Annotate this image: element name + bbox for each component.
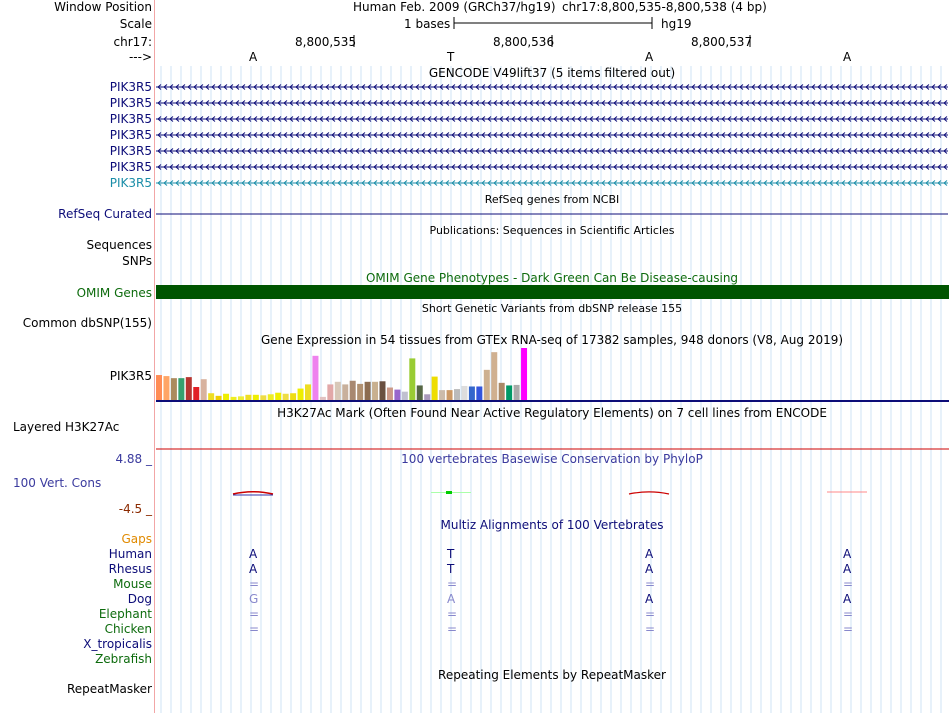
publications-track-title[interactable]: Publications: Sequences in Scientific Articles — [429, 224, 675, 237]
gtex-bar — [476, 386, 482, 400]
gtex-bar — [208, 393, 214, 400]
alignment-base: = — [447, 622, 458, 636]
repeatmasker-label[interactable]: RepeatMasker — [66, 682, 152, 696]
alignment-base: G — [249, 592, 259, 606]
species-label[interactable]: Rhesus — [108, 562, 152, 576]
gtex-bar — [365, 382, 371, 400]
gtex-bar — [275, 393, 281, 400]
alignment-base: T — [447, 562, 455, 576]
gtex-bar — [469, 386, 475, 400]
gene-label[interactable]: PIK3R5 — [109, 80, 152, 94]
gtex-bar — [327, 384, 333, 400]
gtex-bar — [253, 395, 259, 400]
gtex-bar — [178, 378, 184, 400]
alignment-base: A — [843, 547, 852, 561]
gtex-bar — [312, 356, 318, 400]
alignment-base: = — [843, 622, 854, 636]
gtex-bar — [216, 396, 222, 400]
species-label[interactable]: Elephant — [98, 607, 152, 621]
gtex-bar — [350, 381, 356, 400]
position-text: chr17:8,800,535-8,800,538 (4 bp) — [562, 0, 767, 14]
alignment-base: = — [645, 622, 656, 636]
alignment-base: A — [249, 547, 258, 561]
gtex-bar — [439, 390, 445, 400]
scale-text: 1 bases — [404, 17, 451, 31]
gtex-bar — [454, 389, 460, 400]
conservation-mark — [629, 492, 669, 494]
dbsnp-track-title[interactable]: Short Genetic Variants from dbSNP release 155 — [421, 302, 683, 315]
gtex-bar — [491, 352, 497, 400]
multiz-track-title[interactable]: Multiz Alignments of 100 Vertebrates — [440, 518, 664, 532]
conservation-mark — [446, 491, 452, 494]
gene-label[interactable]: PIK3R5 — [109, 160, 152, 174]
strand-label: ---> — [128, 50, 152, 64]
gtex-bar — [484, 370, 490, 400]
gtex-bar — [402, 392, 408, 400]
gtex-bar — [238, 396, 244, 400]
gtex-bar — [260, 395, 266, 400]
base-2: T — [447, 50, 455, 64]
gtex-bar — [357, 384, 363, 400]
gene-label[interactable]: PIK3R5 — [109, 144, 152, 158]
gtex-bar — [499, 383, 505, 400]
publications-sequences-label[interactable]: Sequences — [86, 238, 152, 252]
base-4: A — [843, 50, 852, 64]
gtex-bar — [461, 386, 467, 400]
coord-2: 8,800,536 — [493, 35, 555, 49]
alignment-base: = — [249, 577, 260, 591]
gtex-bar — [290, 393, 296, 400]
gene-label[interactable]: PIK3R5 — [109, 176, 152, 190]
dbsnp-label[interactable]: Common dbSNP(155) — [22, 316, 152, 330]
gtex-bar — [387, 388, 393, 400]
gtex-bar — [298, 389, 304, 400]
gtex-bar — [342, 384, 348, 400]
gaps-label: Gaps — [121, 532, 152, 546]
gtex-bar — [432, 377, 438, 400]
alignment-base: A — [645, 592, 654, 606]
alignment-base: A — [645, 547, 654, 561]
gtex-bar — [305, 384, 311, 400]
scale-label: Scale — [119, 17, 152, 31]
gtex-bar — [171, 378, 177, 400]
alignment-base: = — [447, 607, 458, 621]
gtex-bar — [335, 382, 341, 400]
gtex-bar — [268, 394, 274, 400]
gencode-track-title[interactable]: GENCODE V49lift37 (5 items filtered out) — [428, 66, 676, 80]
conservation-min-label: -4.5 _ — [118, 502, 152, 516]
gtex-bar — [231, 397, 237, 400]
refseq-track-title[interactable]: RefSeq genes from NCBI — [484, 193, 620, 206]
alignment-base: = — [249, 622, 260, 636]
gtex-bar — [506, 385, 512, 400]
coord-1: 8,800,535 — [295, 35, 357, 49]
alignment-base: A — [447, 592, 456, 606]
refseq-label[interactable]: RefSeq Curated — [58, 207, 152, 221]
window-position-label: Window Position — [54, 0, 152, 14]
conservation-mark — [233, 492, 273, 494]
gtex-bar — [514, 385, 520, 400]
species-label[interactable]: Zebrafish — [95, 652, 152, 666]
gtex-bar — [447, 390, 453, 400]
h3k27ac-label[interactable]: Layered H3K27Ac — [13, 420, 120, 434]
gtex-bar — [394, 390, 400, 400]
alignment-base: A — [645, 562, 654, 576]
gtex-bar — [193, 387, 199, 400]
chrom-label: chr17: — [113, 35, 152, 49]
gtex-bar — [186, 377, 192, 400]
gtex-bar — [372, 382, 378, 400]
conservation-track-title[interactable]: 100 vertebrates Basewise Conservation by PhyloP — [401, 452, 703, 466]
gtex-bar — [283, 394, 289, 400]
publications-snps-label[interactable]: SNPs — [122, 254, 152, 268]
alignment-base: = — [645, 607, 656, 621]
alignment-base: T — [447, 547, 455, 561]
gtex-bar — [163, 376, 169, 400]
base-3: A — [645, 50, 654, 64]
gtex-bar — [380, 381, 386, 400]
alignment-base: = — [843, 607, 854, 621]
gtex-bar — [156, 375, 162, 400]
alignment-base: = — [249, 607, 260, 621]
alignment-base: = — [645, 577, 656, 591]
base-1: A — [249, 50, 258, 64]
gene-label[interactable]: PIK3R5 — [109, 96, 152, 110]
h3k27ac-track-title[interactable]: H3K27Ac Mark (Often Found Near Active Regulatory Elements) on 7 cell lines from ENCODE — [277, 406, 827, 420]
alignment-base: A — [249, 562, 258, 576]
gtex-bar — [320, 397, 326, 400]
conservation-max-label: 4.88 _ — [115, 452, 152, 466]
gtex-track-title[interactable]: Gene Expression in 54 tissues from GTEx RNA-seq of 17382 samples, 948 donors (V8, Aug 2019) — [260, 333, 844, 347]
conservation-label[interactable]: 100 Vert. Cons — [13, 476, 102, 490]
omim-bar — [156, 285, 949, 299]
gtex-bar — [245, 395, 251, 400]
gtex-bar — [409, 358, 415, 400]
repeatmasker-track-title[interactable]: Repeating Elements by RepeatMasker — [438, 668, 666, 682]
gtex-bar — [521, 348, 527, 400]
species-label[interactable]: Dog — [127, 592, 152, 606]
species-label[interactable]: Human — [108, 547, 152, 561]
alignment-base: A — [843, 592, 852, 606]
coord-3: 8,800,537 — [691, 35, 753, 49]
species-label[interactable]: Chicken — [104, 622, 152, 636]
gtex-bar — [417, 385, 423, 400]
omim-label[interactable]: OMIM Genes — [76, 286, 152, 300]
species-label[interactable]: X_tropicalis — [83, 637, 152, 651]
species-label[interactable]: Mouse — [113, 577, 152, 591]
alignment-base: A — [843, 562, 852, 576]
gene-label[interactable]: PIK3R5 — [109, 112, 152, 126]
gene-label[interactable]: PIK3R5 — [109, 128, 152, 142]
gtex-bar — [424, 394, 430, 400]
gtex-bar — [223, 394, 229, 400]
scale-db: hg19 — [661, 17, 692, 31]
alignment-base: = — [843, 577, 854, 591]
alignment-base: = — [447, 577, 458, 591]
omim-track-title[interactable]: OMIM Gene Phenotypes - Dark Green Can Be Disease-causing — [365, 271, 739, 285]
gtex-gene-label[interactable]: PIK3R5 — [109, 369, 152, 383]
assembly-text: Human Feb. 2009 (GRCh37/hg19) — [353, 0, 556, 14]
gtex-bar — [201, 379, 207, 400]
